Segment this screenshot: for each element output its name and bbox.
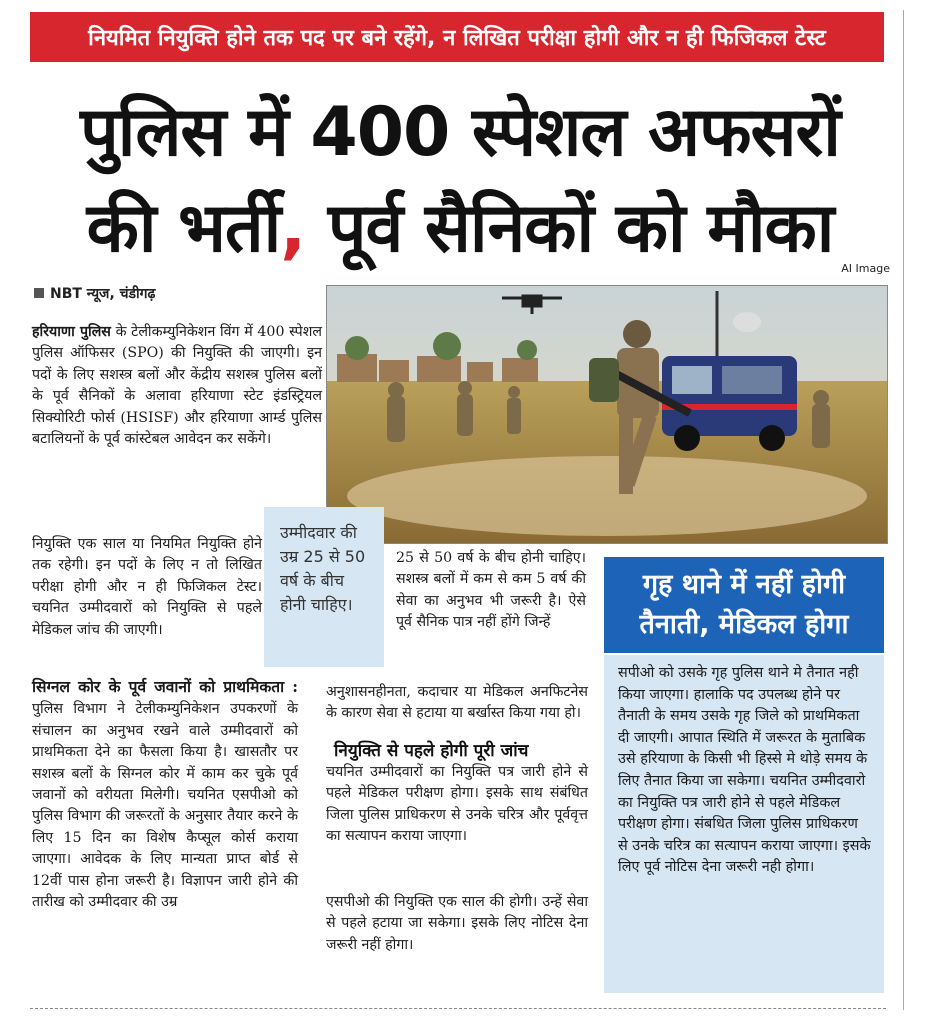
byline — [34, 284, 155, 303]
sidebox — [604, 655, 884, 993]
pull-quote — [264, 507, 384, 667]
headline-line-2 — [20, 178, 900, 271]
headline-part-a: की भर्ती — [86, 189, 281, 268]
intro-text: के टेलीकम्युनिकेशन विंग में 400 स्पेशल पुलिस ऑफिसर (SPO) की नियुक्ति की जाएगी। इन पदों के लिए सशस्त्र बलों और केंद्रीय सशस्त्र पुलिस बलों के पूर्व सैनिकों के अलावा हरियाणा स्टेट इंडस्ट्रियल सिक्योरिटी फोर्स (HSISF) और हरियाणा आर्म्ड पुलिस बटालियनों के पूर्व कांस्टेबल आवेदन कर सकेंगे। — [32, 324, 322, 448]
column-2-subhead: नियुक्ति से पहले होगी पूरी जांच — [334, 741, 529, 761]
byline-text: NBT न्यूज, चंडीगढ़ — [50, 286, 156, 302]
column-2-para-2: चयनित उम्मीदवारों का नियुक्ति पत्र जारी होने से पहले मेडिकल परीक्षण होगा। इसके साथ संबंधित जिला पुलिस प्राधिकरण से उनके चरित्र और पूर्ववृत्त का सत्यापन कराया जाएगा। — [326, 764, 588, 845]
column-1-para-2: नियुक्ति एक साल या नियमित नियुक्ति होने तक रहेगी। इन पदों के लिए न तो लिखित परीक्षा होगी और न ही फिजिकल टेस्ट। चयनित उम्मीदवारों को नियुक्ति से पहले मेडिकल जांच की जाएगी। — [32, 536, 262, 638]
village-houses — [337, 354, 538, 382]
lead-bold: हरियाणा पुलिस — [32, 324, 111, 340]
right-rule — [903, 10, 904, 1010]
column-2-para-1a: 25 से 50 वर्ष के बीच होनी चाहिए। सशस्त्र बलों में कम से कम 5 वर्ष की सेवा का अनुभव भी जरूरी है। ऐसे पूर्व सैनिक पात्र नहीं होंगे जिन्हें — [396, 550, 586, 631]
square-bullet-icon — [34, 288, 44, 298]
pull-quote-text: उम्मीदवार की उम्र 25 से 50 वर्ष के बीच होनी चाहिए। — [280, 523, 366, 614]
sidebox-text: सपीओ को उसके गृह पुलिस थाने मे तैनात नही किया जाएगा। हालाकि पद उपलब्ध होने पर तैनाती के समय उसके गृह जिले को प्राथमिकता दी जाएगी। आपात स्थिति में जरूरत के मुताबिक उसे हरियाणा के किसी भी हिस्से मे थोड़े समय के लिए तैनात किया जा सकेगा। चयनित उम्मीदवारो का नियुक्ति पत्र जारी होने से पहले मेडिकल परीक्षण होगा। संबधित जिला पुलिस प्राधिकरण से उनके चरित्र का सत्यापन कराया जाएगा। इसके लिए पूर्व नोटिस देना जरूरी नही होगा। — [618, 665, 871, 876]
headline-line-1: पुलिस में 400 स्पेशल अफसरों — [80, 93, 840, 172]
column-1-para-3 — [32, 676, 298, 913]
column-2-para-3: एसपीओ की नियुक्ति एक साल की होगी। उन्हें सेवा से पहले हटाया जा सकेगा। इसके लिए नोटिस देना जरूरी नहीं होगा। — [326, 894, 588, 953]
column-2-para-1b: अनुशासनहीनता, कदाचार या मेडिकल अनफिटनेस के कारण सेवा से हटाया या बर्खास्त किया गया हो। — [326, 684, 588, 722]
top-banner: नियमित नियुक्ति होने तक पद पर बने रहेंगे, न लिखित परीक्षा होगी और न ही फिजिकल टेस्ट — [30, 12, 884, 62]
soldiers-scene-illustration — [327, 286, 887, 543]
news-photo — [326, 285, 888, 544]
column-1-intro — [32, 322, 322, 450]
ai-image-tag: AI Image — [841, 262, 890, 275]
bottom-rule — [30, 1008, 886, 1009]
headline-comma: , — [280, 189, 306, 268]
headline-part-b: पूर्व सैनिकों को मौका — [305, 189, 834, 268]
sidebox-heading: गृह थाने में नहीं होगी तैनाती, मेडिकल होगा — [604, 557, 884, 653]
signal-corps-subhead: सिग्नल कोर के पूर्व जवानों को प्राथमिकता : — [32, 677, 298, 696]
signal-corps-text: पुलिस विभाग ने टेलीकम्युनिकेशन उपकरणों के संचालन का अनुभव रखने वाले उम्मीदवारों को प्राथमिकता देने का फैसला किया है। खासतौर पर सशस्त्र बलों के सिग्नल कोर में काम कर चुके पूर्व जवानों को वरीयता मिलेगी। चयनित एसपीओ को पुलिस विभाग की जरूरतों के अनुसार तैयार करने के लिए 15 दिन का विशेष कैप्सूल कोर्स कराया जाएगा। आवेदक के लिए मान्यता प्राप्त बोर्ड से 12वीं पास होना जरूरी है। विज्ञापन जारी होने की तारीख को उम्मीदवार की उम्र — [32, 701, 298, 911]
